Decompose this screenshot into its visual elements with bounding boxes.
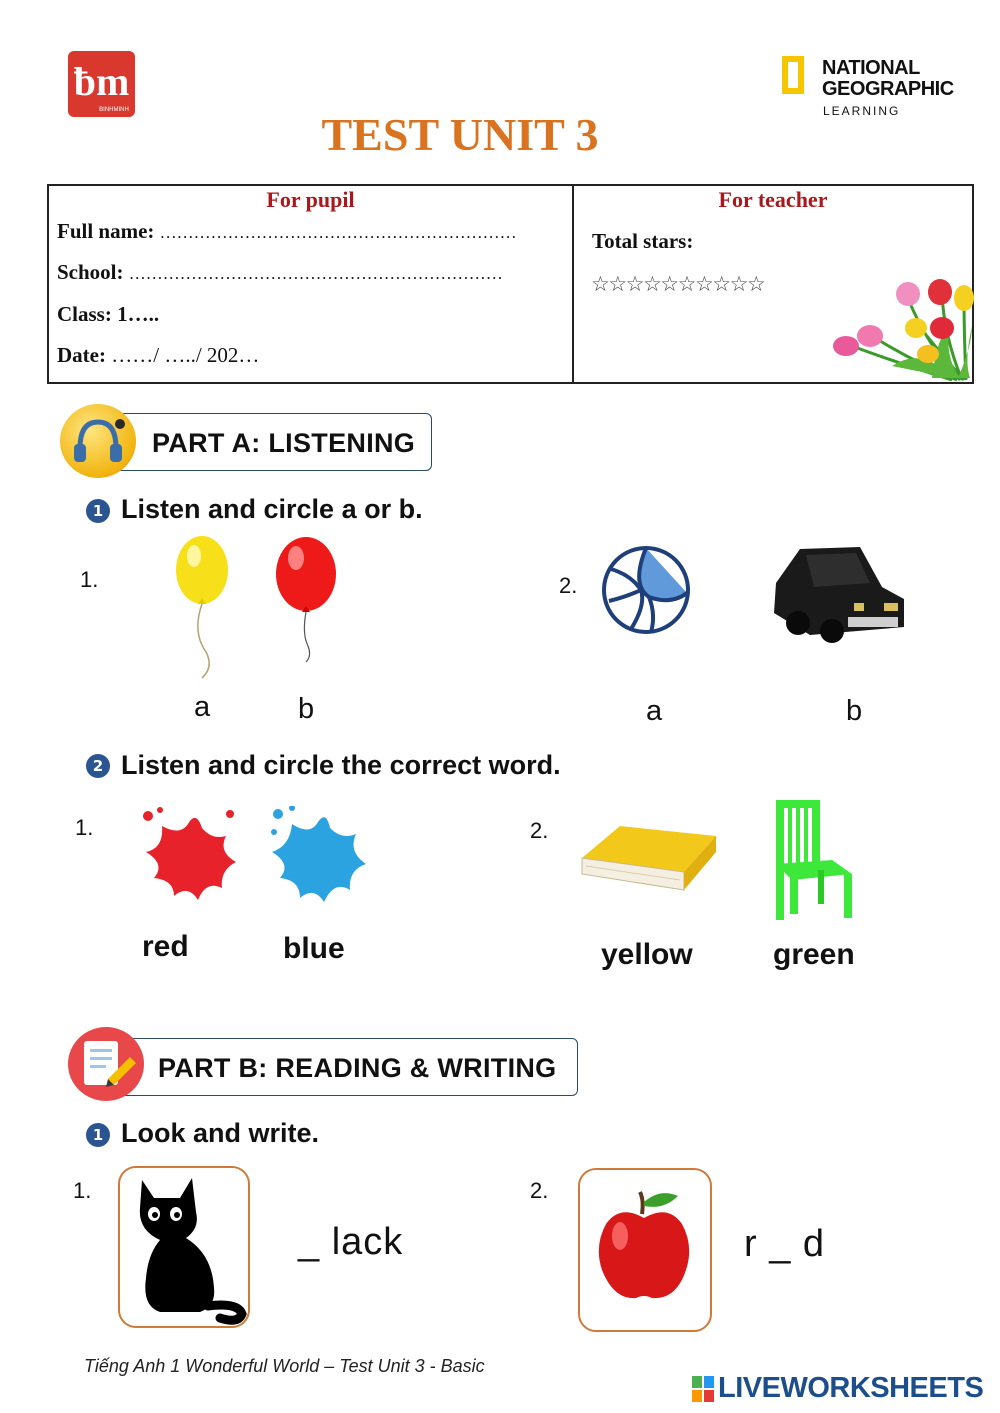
footer-text: Tiếng Anh 1 Wonderful World – Test Unit 3 - Basic (84, 1356, 485, 1376)
word-blue[interactable]: blue (283, 932, 345, 965)
teacher-heading: For teacher (718, 187, 828, 212)
part-b-q1-title: Look and write. (121, 1118, 320, 1148)
b-item1-blank[interactable]: _ lack (298, 1221, 404, 1263)
q1-item1-number: 1. (80, 567, 99, 592)
publisher-logo-text: BINHMINH (99, 107, 129, 113)
black-cat-image (120, 1168, 248, 1326)
class-value: 1….. (117, 302, 160, 326)
school-blank: ………………………………………………………… (128, 264, 503, 283)
natgeo-line2: GEOGRAPHIC (822, 78, 954, 100)
liveworksheets-brand: LIVEWORKSHEETS (718, 1372, 984, 1404)
red-paint-splash-image (140, 806, 240, 906)
date-blank: ……/ …../ 202… (111, 343, 260, 367)
part-a-q2-title: Listen and circle the correct word. (121, 750, 561, 780)
red-apple-image (580, 1170, 710, 1330)
part-b-q1-bullet: 1 (86, 1123, 110, 1147)
svg-text:ƀm: ƀm (73, 59, 130, 104)
volleyball-image[interactable] (601, 545, 691, 635)
q1-item1-option-a[interactable]: a (194, 691, 211, 723)
part-a-q1-title: Listen and circle a or b. (121, 494, 423, 524)
fullname-label: Full name: (57, 219, 155, 243)
part-b-title: PART B: READING & WRITING (158, 1053, 557, 1083)
b-item2-number: 2. (530, 1178, 549, 1203)
q1-item1-option-b[interactable]: b (298, 693, 315, 725)
red-balloon-image[interactable] (272, 534, 340, 664)
info-box-divider (572, 184, 574, 384)
green-chair-image (770, 798, 856, 922)
word-yellow[interactable]: yellow (601, 938, 693, 971)
fullname-blank: ……………………………………………………… (159, 223, 517, 242)
natgeo-yellow-frame (782, 56, 804, 94)
date-field[interactable] (57, 343, 259, 368)
school-label: School: (57, 260, 124, 284)
pupil-heading: For pupil (266, 187, 355, 212)
word-green[interactable]: green (773, 938, 855, 971)
class-field[interactable] (57, 302, 159, 327)
class-label: Class: (57, 302, 112, 326)
natgeo-line3: LEARNING (823, 104, 901, 118)
q1-item2-option-a[interactable]: a (646, 695, 663, 727)
school-field[interactable] (57, 260, 503, 285)
q1-item2-option-b[interactable]: b (846, 695, 863, 727)
q2-item2-number: 2. (530, 818, 549, 843)
yellow-balloon-image[interactable] (170, 532, 234, 682)
part-a-q1-bullet: 1 (86, 499, 110, 523)
tulips-image (832, 266, 974, 382)
liveworksheets-logo (692, 1372, 983, 1405)
fullname-field[interactable] (57, 219, 517, 244)
q2-item1-number: 1. (75, 815, 94, 840)
b-item2-blank[interactable]: r _ d (744, 1223, 826, 1265)
part-a-q2-bullet: 2 (86, 754, 110, 778)
liveworksheets-icon (692, 1376, 714, 1402)
star-rating[interactable]: ☆☆☆☆☆☆☆☆☆☆ (591, 272, 765, 296)
date-label: Date: (57, 343, 106, 367)
cat-image-frame (118, 1166, 250, 1328)
black-car-image[interactable] (770, 543, 910, 645)
total-stars-label: Total stars: (592, 229, 694, 253)
blue-paint-splash-image (268, 806, 368, 906)
headphones-icon (60, 404, 136, 478)
yellow-book-image (580, 822, 720, 894)
word-red[interactable]: red (142, 930, 189, 963)
natgeo-line1: NATIONAL (822, 57, 920, 79)
writing-icon (68, 1027, 144, 1101)
q1-item2-number: 2. (559, 573, 578, 598)
b-item1-number: 1. (73, 1178, 92, 1203)
page-title: TEST UNIT 3 (321, 109, 599, 160)
apple-image-frame (578, 1168, 712, 1332)
part-a-title: PART A: LISTENING (152, 428, 416, 458)
